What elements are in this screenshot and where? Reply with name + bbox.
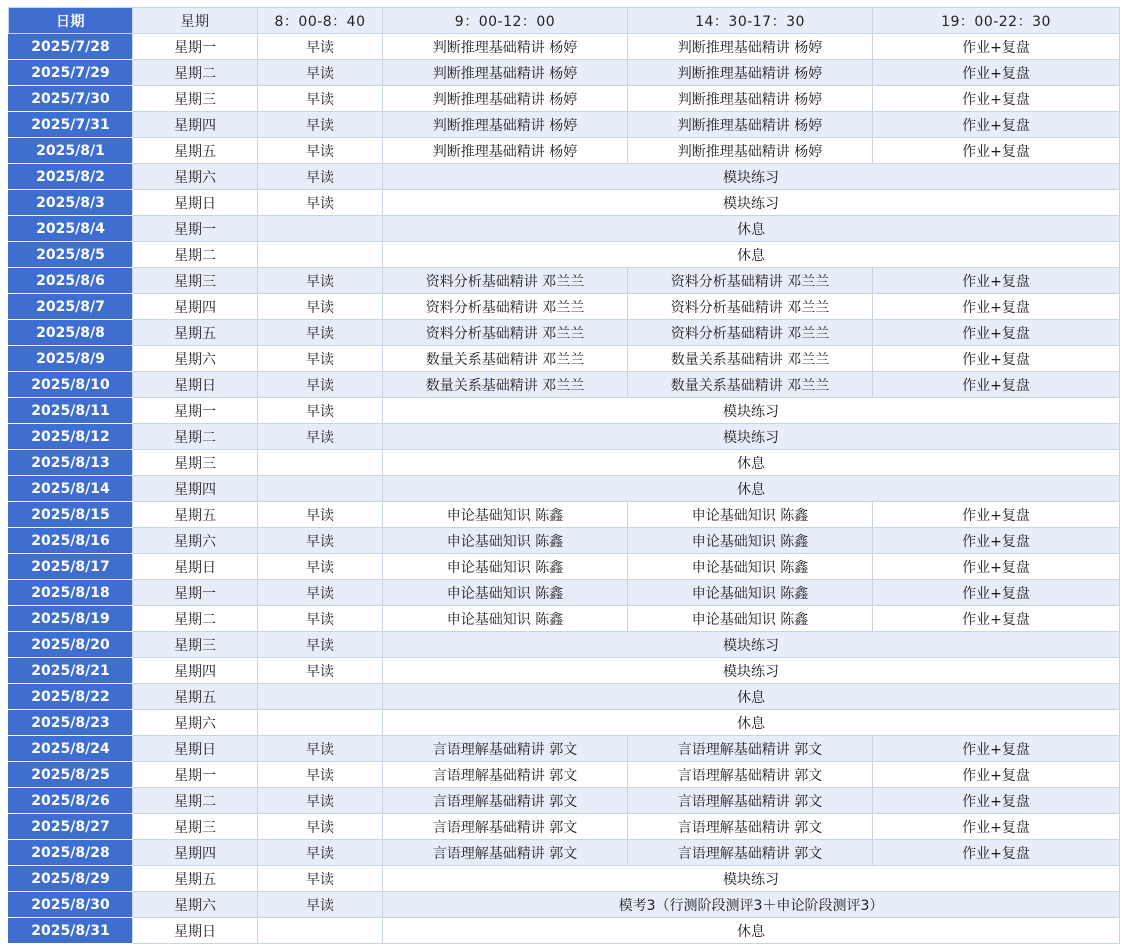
weekday-cell: 星期六 [133, 710, 258, 736]
merged-activity-cell: 休息 [383, 242, 1120, 268]
pm-session-cell: 资料分析基础精讲 邓兰兰 [628, 320, 873, 346]
pm-session-cell: 申论基础知识 陈鑫 [628, 528, 873, 554]
merged-activity-cell: 模块练习 [383, 164, 1120, 190]
merged-activity-cell: 休息 [383, 450, 1120, 476]
table-row [9, 86, 1120, 112]
morning-cell: 早读 [258, 86, 383, 112]
table-row [9, 320, 1120, 346]
morning-cell: 早读 [258, 788, 383, 814]
table-row [9, 216, 1120, 242]
table-row [9, 554, 1120, 580]
morning-cell: 早读 [258, 658, 383, 684]
evening-cell: 作业+复盘 [873, 814, 1120, 840]
am-session-cell: 数量关系基础精讲 邓兰兰 [383, 346, 628, 372]
weekday-cell: 星期四 [133, 840, 258, 866]
am-session-cell: 言语理解基础精讲 郭文 [383, 814, 628, 840]
pm-session-cell: 申论基础知识 陈鑫 [628, 554, 873, 580]
table-row [9, 112, 1120, 138]
table-row [9, 34, 1120, 60]
header-morning-slot: 8：00-8：40 [258, 8, 383, 34]
am-session-cell: 申论基础知识 陈鑫 [383, 502, 628, 528]
morning-cell [258, 684, 383, 710]
weekday-cell: 星期日 [133, 554, 258, 580]
date-cell: 2025/8/14 [9, 476, 133, 502]
weekday-cell: 星期二 [133, 424, 258, 450]
date-cell: 2025/8/13 [9, 450, 133, 476]
evening-cell: 作业+复盘 [873, 788, 1120, 814]
date-cell: 2025/7/30 [9, 86, 133, 112]
pm-session-cell: 数量关系基础精讲 邓兰兰 [628, 372, 873, 398]
date-cell: 2025/8/8 [9, 320, 133, 346]
pm-session-cell: 资料分析基础精讲 邓兰兰 [628, 294, 873, 320]
date-cell: 2025/8/24 [9, 736, 133, 762]
evening-cell: 作业+复盘 [873, 554, 1120, 580]
morning-cell: 早读 [258, 346, 383, 372]
merged-activity-cell: 模考3（行测阶段测评3＋申论阶段测评3） [383, 892, 1120, 918]
morning-cell: 早读 [258, 840, 383, 866]
morning-cell: 早读 [258, 814, 383, 840]
pm-session-cell: 言语理解基础精讲 郭文 [628, 736, 873, 762]
table-row [9, 60, 1120, 86]
table-row [9, 918, 1120, 944]
date-cell: 2025/8/31 [9, 918, 133, 944]
weekday-cell: 星期三 [133, 814, 258, 840]
table-row [9, 788, 1120, 814]
date-cell: 2025/8/2 [9, 164, 133, 190]
table-row [9, 164, 1120, 190]
weekday-cell: 星期二 [133, 60, 258, 86]
date-cell: 2025/8/17 [9, 554, 133, 580]
weekday-cell: 星期二 [133, 606, 258, 632]
morning-cell [258, 242, 383, 268]
weekday-cell: 星期日 [133, 372, 258, 398]
weekday-cell: 星期四 [133, 476, 258, 502]
table-row [9, 606, 1120, 632]
table-row [9, 866, 1120, 892]
evening-cell: 作业+复盘 [873, 528, 1120, 554]
header-pm-slot: 14：30-17：30 [628, 8, 873, 34]
morning-cell: 早读 [258, 892, 383, 918]
weekday-cell: 星期三 [133, 86, 258, 112]
date-cell: 2025/8/6 [9, 268, 133, 294]
morning-cell [258, 216, 383, 242]
pm-session-cell: 言语理解基础精讲 郭文 [628, 762, 873, 788]
merged-activity-cell: 模块练习 [383, 398, 1120, 424]
table-row [9, 476, 1120, 502]
table-row [9, 502, 1120, 528]
am-session-cell: 资料分析基础精讲 邓兰兰 [383, 294, 628, 320]
am-session-cell: 判断推理基础精讲 杨婷 [383, 60, 628, 86]
pm-session-cell: 言语理解基础精讲 郭文 [628, 840, 873, 866]
evening-cell: 作业+复盘 [873, 138, 1120, 164]
weekday-cell: 星期一 [133, 580, 258, 606]
am-session-cell: 判断推理基础精讲 杨婷 [383, 86, 628, 112]
date-cell: 2025/8/1 [9, 138, 133, 164]
pm-session-cell: 申论基础知识 陈鑫 [628, 502, 873, 528]
header-evening-slot: 19：00-22：30 [873, 8, 1120, 34]
date-cell: 2025/8/11 [9, 398, 133, 424]
pm-session-cell: 申论基础知识 陈鑫 [628, 580, 873, 606]
evening-cell: 作业+复盘 [873, 268, 1120, 294]
morning-cell: 早读 [258, 190, 383, 216]
morning-cell: 早读 [258, 294, 383, 320]
morning-cell: 早读 [258, 398, 383, 424]
table-row [9, 242, 1120, 268]
table-row [9, 710, 1120, 736]
morning-cell: 早读 [258, 554, 383, 580]
morning-cell: 早读 [258, 424, 383, 450]
table-row [9, 372, 1120, 398]
merged-activity-cell: 模块练习 [383, 632, 1120, 658]
date-cell: 2025/8/25 [9, 762, 133, 788]
date-cell: 2025/8/21 [9, 658, 133, 684]
evening-cell: 作业+复盘 [873, 112, 1120, 138]
morning-cell: 早读 [258, 736, 383, 762]
date-cell: 2025/8/29 [9, 866, 133, 892]
morning-cell: 早读 [258, 60, 383, 86]
date-cell: 2025/8/10 [9, 372, 133, 398]
table-row [9, 814, 1120, 840]
table-row [9, 138, 1120, 164]
evening-cell: 作业+复盘 [873, 762, 1120, 788]
evening-cell: 作业+复盘 [873, 606, 1120, 632]
weekday-cell: 星期四 [133, 112, 258, 138]
am-session-cell: 言语理解基础精讲 郭文 [383, 840, 628, 866]
pm-session-cell: 判断推理基础精讲 杨婷 [628, 138, 873, 164]
weekday-cell: 星期一 [133, 216, 258, 242]
schedule-table [8, 7, 1120, 944]
table-row [9, 736, 1120, 762]
weekday-cell: 星期日 [133, 190, 258, 216]
date-cell: 2025/8/26 [9, 788, 133, 814]
morning-cell: 早读 [258, 580, 383, 606]
weekday-cell: 星期四 [133, 294, 258, 320]
table-row [9, 840, 1120, 866]
merged-activity-cell: 休息 [383, 476, 1120, 502]
morning-cell: 早读 [258, 112, 383, 138]
evening-cell: 作业+复盘 [873, 294, 1120, 320]
weekday-cell: 星期五 [133, 320, 258, 346]
date-cell: 2025/8/16 [9, 528, 133, 554]
weekday-cell: 星期一 [133, 398, 258, 424]
pm-session-cell: 言语理解基础精讲 郭文 [628, 814, 873, 840]
date-cell: 2025/8/28 [9, 840, 133, 866]
header-am-slot: 9：00-12：00 [383, 8, 628, 34]
date-cell: 2025/8/15 [9, 502, 133, 528]
am-session-cell: 判断推理基础精讲 杨婷 [383, 34, 628, 60]
morning-cell: 早读 [258, 138, 383, 164]
weekday-cell: 星期四 [133, 658, 258, 684]
evening-cell: 作业+复盘 [873, 346, 1120, 372]
evening-cell: 作业+复盘 [873, 320, 1120, 346]
pm-session-cell: 判断推理基础精讲 杨婷 [628, 60, 873, 86]
morning-cell: 早读 [258, 164, 383, 190]
weekday-cell: 星期六 [133, 892, 258, 918]
morning-cell: 早读 [258, 762, 383, 788]
merged-activity-cell: 模块练习 [383, 866, 1120, 892]
merged-activity-cell: 休息 [383, 684, 1120, 710]
weekday-cell: 星期六 [133, 528, 258, 554]
date-cell: 2025/8/9 [9, 346, 133, 372]
evening-cell: 作业+复盘 [873, 502, 1120, 528]
weekday-cell: 星期五 [133, 866, 258, 892]
table-row [9, 294, 1120, 320]
date-cell: 2025/8/22 [9, 684, 133, 710]
table-row [9, 658, 1120, 684]
weekday-cell: 星期二 [133, 242, 258, 268]
weekday-cell: 星期日 [133, 918, 258, 944]
table-row [9, 268, 1120, 294]
table-row [9, 424, 1120, 450]
am-session-cell: 资料分析基础精讲 邓兰兰 [383, 268, 628, 294]
evening-cell: 作业+复盘 [873, 840, 1120, 866]
table-row [9, 892, 1120, 918]
merged-activity-cell: 模块练习 [383, 658, 1120, 684]
weekday-cell: 星期一 [133, 762, 258, 788]
evening-cell: 作业+复盘 [873, 372, 1120, 398]
header-row [9, 8, 1120, 34]
pm-session-cell: 资料分析基础精讲 邓兰兰 [628, 268, 873, 294]
date-cell: 2025/7/28 [9, 34, 133, 60]
weekday-cell: 星期五 [133, 684, 258, 710]
date-cell: 2025/8/23 [9, 710, 133, 736]
date-cell: 2025/7/29 [9, 60, 133, 86]
am-session-cell: 资料分析基础精讲 邓兰兰 [383, 320, 628, 346]
date-cell: 2025/8/27 [9, 814, 133, 840]
am-session-cell: 数量关系基础精讲 邓兰兰 [383, 372, 628, 398]
table-row [9, 398, 1120, 424]
weekday-cell: 星期三 [133, 632, 258, 658]
table-row [9, 684, 1120, 710]
morning-cell: 早读 [258, 268, 383, 294]
schedule-header [9, 8, 1120, 34]
evening-cell: 作业+复盘 [873, 736, 1120, 762]
am-session-cell: 申论基础知识 陈鑫 [383, 580, 628, 606]
merged-activity-cell: 模块练习 [383, 424, 1120, 450]
date-cell: 2025/8/5 [9, 242, 133, 268]
weekday-cell: 星期三 [133, 268, 258, 294]
table-row [9, 190, 1120, 216]
date-cell: 2025/8/3 [9, 190, 133, 216]
am-session-cell: 申论基础知识 陈鑫 [383, 554, 628, 580]
table-row [9, 528, 1120, 554]
pm-session-cell: 言语理解基础精讲 郭文 [628, 788, 873, 814]
merged-activity-cell: 休息 [383, 216, 1120, 242]
morning-cell [258, 450, 383, 476]
merged-activity-cell: 休息 [383, 710, 1120, 736]
evening-cell: 作业+复盘 [873, 86, 1120, 112]
morning-cell: 早读 [258, 320, 383, 346]
weekday-cell: 星期六 [133, 164, 258, 190]
date-cell: 2025/8/7 [9, 294, 133, 320]
table-row [9, 580, 1120, 606]
morning-cell [258, 710, 383, 736]
weekday-cell: 星期五 [133, 502, 258, 528]
pm-session-cell: 判断推理基础精讲 杨婷 [628, 112, 873, 138]
weekday-cell: 星期三 [133, 450, 258, 476]
merged-activity-cell: 休息 [383, 918, 1120, 944]
evening-cell: 作业+复盘 [873, 60, 1120, 86]
pm-session-cell: 数量关系基础精讲 邓兰兰 [628, 346, 873, 372]
weekday-cell: 星期二 [133, 788, 258, 814]
schedule-body [9, 34, 1120, 944]
morning-cell: 早读 [258, 866, 383, 892]
am-session-cell: 判断推理基础精讲 杨婷 [383, 138, 628, 164]
date-cell: 2025/7/31 [9, 112, 133, 138]
weekday-cell: 星期六 [133, 346, 258, 372]
morning-cell: 早读 [258, 502, 383, 528]
table-row [9, 346, 1120, 372]
morning-cell: 早读 [258, 372, 383, 398]
table-row [9, 632, 1120, 658]
weekday-cell: 星期五 [133, 138, 258, 164]
weekday-cell: 星期一 [133, 34, 258, 60]
evening-cell: 作业+复盘 [873, 580, 1120, 606]
morning-cell: 早读 [258, 632, 383, 658]
am-session-cell: 判断推理基础精讲 杨婷 [383, 112, 628, 138]
morning-cell: 早读 [258, 606, 383, 632]
weekday-cell: 星期日 [133, 736, 258, 762]
morning-cell [258, 476, 383, 502]
table-row [9, 762, 1120, 788]
morning-cell: 早读 [258, 528, 383, 554]
date-cell: 2025/8/4 [9, 216, 133, 242]
am-session-cell: 言语理解基础精讲 郭文 [383, 788, 628, 814]
header-date: 日期 [9, 8, 133, 34]
date-cell: 2025/8/18 [9, 580, 133, 606]
merged-activity-cell: 模块练习 [383, 190, 1120, 216]
pm-session-cell: 申论基础知识 陈鑫 [628, 606, 873, 632]
header-weekday: 星期 [133, 8, 258, 34]
table-row [9, 450, 1120, 476]
am-session-cell: 言语理解基础精讲 郭文 [383, 736, 628, 762]
pm-session-cell: 判断推理基础精讲 杨婷 [628, 86, 873, 112]
date-cell: 2025/8/12 [9, 424, 133, 450]
morning-cell [258, 918, 383, 944]
date-cell: 2025/8/20 [9, 632, 133, 658]
evening-cell: 作业+复盘 [873, 34, 1120, 60]
date-cell: 2025/8/30 [9, 892, 133, 918]
am-session-cell: 申论基础知识 陈鑫 [383, 528, 628, 554]
am-session-cell: 言语理解基础精讲 郭文 [383, 762, 628, 788]
am-session-cell: 申论基础知识 陈鑫 [383, 606, 628, 632]
morning-cell: 早读 [258, 34, 383, 60]
pm-session-cell: 判断推理基础精讲 杨婷 [628, 34, 873, 60]
date-cell: 2025/8/19 [9, 606, 133, 632]
